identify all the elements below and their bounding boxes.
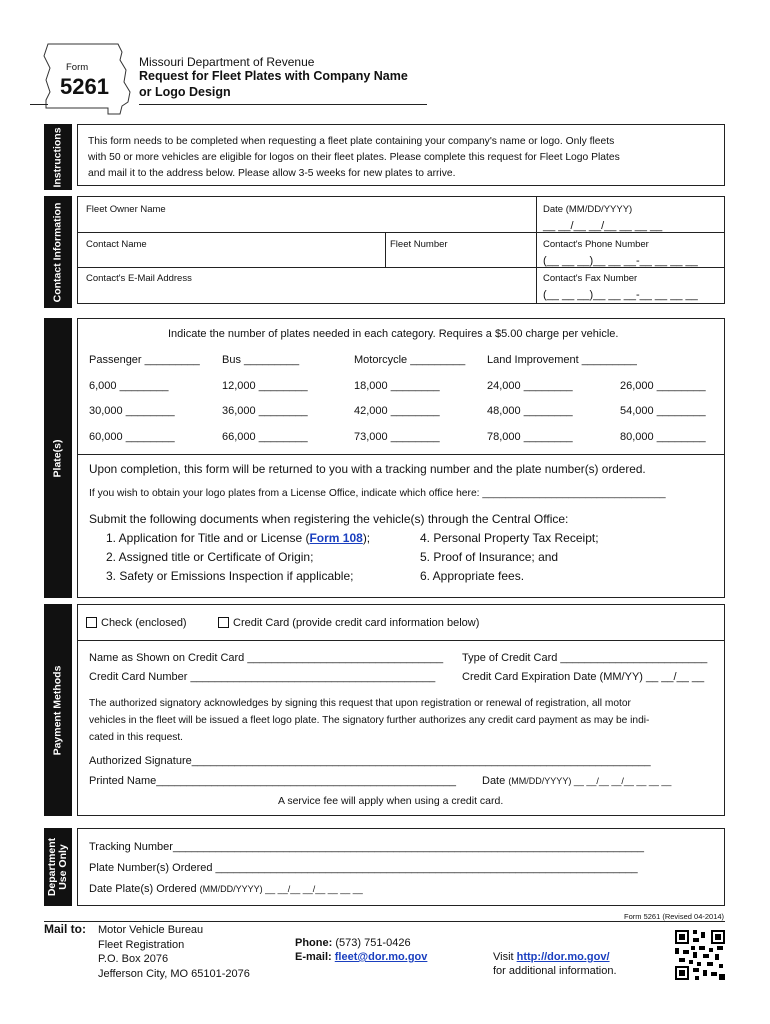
printed-date-field[interactable]: Date (MM/DD/YYYY) __ __/__ __/__ __ __ __: [482, 775, 672, 787]
authorization-text: The authorized signatory acknowledges by signing this request that upon registration or renewal of registration, all motor vehicles in the fleet will be issued a fleet logo plate. The signatory further authorizes any credit card payment as may be indi- cated in this request.: [89, 698, 650, 743]
plate-26000[interactable]: 26,000 ________: [620, 380, 706, 392]
doc-3: 3. Safety or Emissions Inspection if applicable;: [106, 569, 354, 583]
plates-intro: Indicate the number of plates needed in each category. Requires a $5.00 charge per vehicle.: [168, 328, 619, 340]
doc-6: 6. Appropriate fees.: [420, 569, 525, 583]
plate-78000[interactable]: 78,000 ________: [487, 431, 573, 443]
doc-4: 4. Personal Property Tax Receipt;: [420, 531, 599, 545]
tracking-number-field[interactable]: Tracking Number_____________________________________________________________________________: [89, 841, 645, 853]
card-expiration-field[interactable]: Credit Card Expiration Date (MM/YY) __ __/__ __: [462, 671, 705, 683]
form-title-line1: Request for Fleet Plates with Company Name: [139, 69, 408, 83]
license-office-field[interactable]: If you wish to obtain your logo plates from a License Office, indicate which office here: ________________________________: [89, 488, 666, 499]
contact-name-field[interactable]: Contact Name: [86, 239, 147, 250]
fax-field[interactable]: (__ __ __)__ __ __-__ __ __ __: [543, 289, 698, 301]
phone-line: Phone: (573) 751-0426: [295, 937, 411, 949]
plate-motorcycle[interactable]: Motorcycle _________: [354, 354, 466, 366]
section-tab-dept: Department Use Only: [44, 828, 72, 906]
title-underline: [139, 104, 427, 105]
more-info-text: for additional information.: [493, 965, 617, 977]
instructions-text: This form needs to be completed when requesting a fleet plate containing your company's name or logo. Only fleets with 50 or more vehicles are eligible for logos on their fleet plates. Please complete this request for Fleet Logo Plates and mail it to the address below. Please allow 3-5 weeks for new plates to arrive.: [88, 136, 620, 179]
email-field[interactable]: Contact's E-Mail Address: [86, 273, 192, 284]
plate-land-improvement[interactable]: Land Improvement _________: [487, 354, 637, 366]
header-rule-left: [30, 104, 48, 105]
doc-1: 1. Application for Title and or License (Form 108);: [106, 531, 371, 545]
credit-option[interactable]: Credit Card (provide credit card information below): [218, 617, 479, 629]
form-number: 5261: [60, 74, 109, 99]
fax-label: Contact's Fax Number: [543, 273, 638, 284]
plate-bus[interactable]: Bus _________: [222, 354, 300, 366]
plate-48000[interactable]: 48,000 ________: [487, 405, 573, 417]
form-revision: Form 5261 (Revised 04-2014): [624, 912, 725, 921]
form-title-line2: or Logo Design: [139, 85, 231, 99]
check-checkbox[interactable]: [86, 617, 97, 628]
plate-36000[interactable]: 36,000 ________: [222, 405, 308, 417]
form-label: Form: [66, 62, 89, 73]
plate-42000[interactable]: 42,000 ________: [354, 405, 440, 417]
completion-note: Upon completion, this form will be returned to you with a tracking number and the plate number(s) ordered.: [89, 462, 646, 476]
fleet-number-field[interactable]: Fleet Number: [390, 239, 448, 250]
card-number-field[interactable]: Credit Card Number ________________________________________: [89, 671, 436, 683]
printed-name-field[interactable]: Printed Name_________________________________________________: [89, 775, 457, 787]
plate-12000[interactable]: 12,000 ________: [222, 380, 308, 392]
doc-2: 2. Assigned title or Certificate of Origin;: [106, 550, 314, 564]
plate-73000[interactable]: 73,000 ________: [354, 431, 440, 443]
section-tab-contact: Contact Information: [44, 196, 72, 308]
agency-name: Missouri Department of Revenue: [139, 55, 315, 69]
mailing-address: Motor Vehicle Bureau Fleet Registration P.O. Box 2076 Jefferson City, MO 65101-2076: [98, 924, 250, 980]
submit-intro: Submit the following documents when registering the vehicle(s) through the Central Office:: [89, 512, 569, 526]
phone-label: Contact's Phone Number: [543, 239, 649, 250]
qr-code-icon: [675, 930, 725, 980]
email-line: E-mail: fleet@dor.mo.gov: [295, 951, 428, 963]
service-fee-note: A service fee will apply when using a credit card.: [278, 795, 504, 807]
doc-5: 5. Proof of Insurance; and: [420, 550, 559, 564]
date-label: Date (MM/DD/YYYY): [543, 204, 633, 215]
plate-80000[interactable]: 80,000 ________: [620, 431, 706, 443]
plate-6000[interactable]: 6,000 ________: [89, 380, 169, 392]
phone-field[interactable]: (__ __ __)__ __ __-__ __ __ __: [543, 255, 698, 267]
signature-field[interactable]: Authorized Signature___________________________________________________________________________: [89, 755, 651, 767]
plate-66000[interactable]: 66,000 ________: [222, 431, 308, 443]
visit-line: Visit http://dor.mo.gov/: [493, 951, 610, 963]
name-on-card-field[interactable]: Name as Shown on Credit Card ________________________________: [89, 652, 444, 664]
check-option[interactable]: Check (enclosed): [86, 617, 187, 629]
card-type-field[interactable]: Type of Credit Card ________________________: [462, 652, 708, 664]
section-tab-plates: Plate(s): [44, 318, 72, 598]
section-tab-payment: Payment Methods: [44, 604, 72, 816]
form-108-link[interactable]: Form 108: [309, 531, 363, 545]
plates-ordered-field[interactable]: Plate Number(s) Ordered _____________________________________________________________________: [89, 862, 638, 874]
plate-passenger[interactable]: Passenger _________: [89, 354, 200, 366]
plate-54000[interactable]: 54,000 ________: [620, 405, 706, 417]
plate-24000[interactable]: 24,000 ________: [487, 380, 573, 392]
plate-18000[interactable]: 18,000 ________: [354, 380, 440, 392]
mail-to-label: Mail to:: [44, 922, 86, 936]
website-link[interactable]: http://dor.mo.gov/: [516, 951, 610, 963]
date-ordered-field[interactable]: Date Plate(s) Ordered (MM/DD/YYYY) __ __/__ __/__ __ __ __: [89, 883, 363, 895]
section-tab-instructions: Instructions: [44, 124, 72, 190]
date-field[interactable]: __ __/__ __/__ __ __ __: [543, 220, 663, 232]
instructions-box: [77, 124, 725, 186]
plate-30000[interactable]: 30,000 ________: [89, 405, 175, 417]
email-link[interactable]: fleet@dor.mo.gov: [334, 951, 428, 963]
plate-60000[interactable]: 60,000 ________: [89, 431, 175, 443]
fleet-owner-field[interactable]: Fleet Owner Name: [86, 204, 166, 215]
credit-checkbox[interactable]: [218, 617, 229, 628]
